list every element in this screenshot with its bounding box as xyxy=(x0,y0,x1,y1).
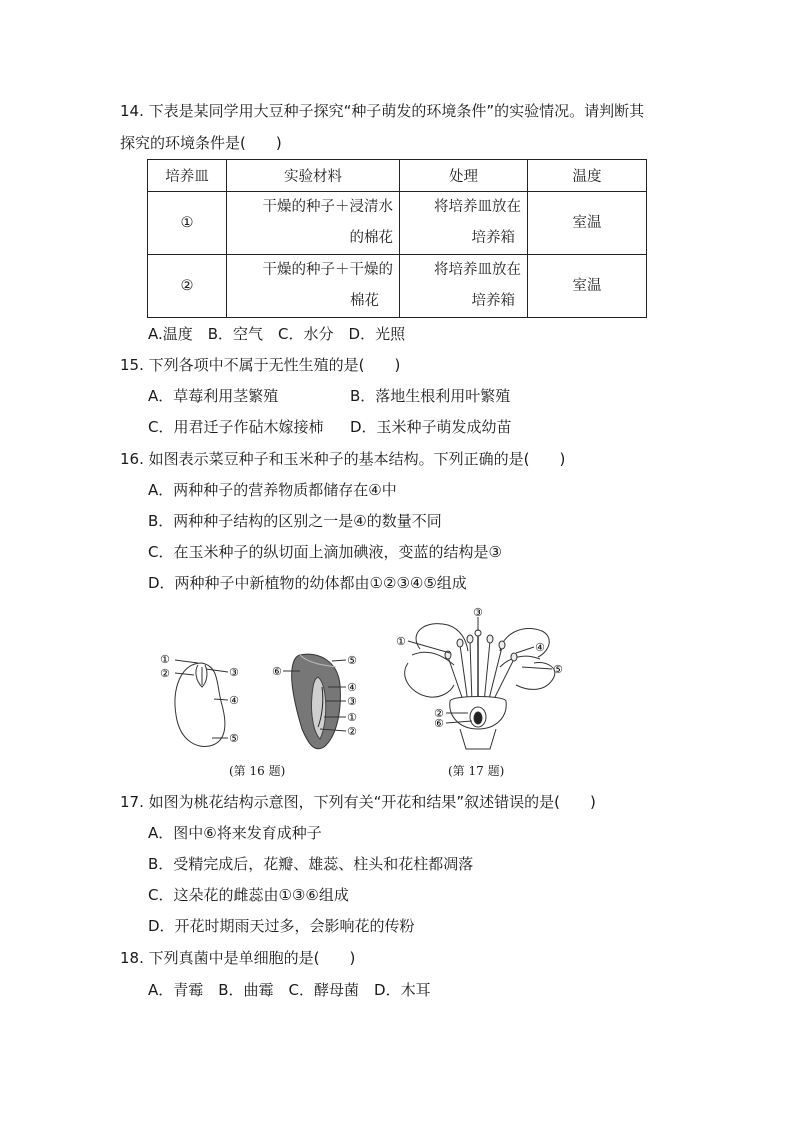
flower-label-3: ③ xyxy=(473,606,483,619)
table-row xyxy=(148,255,647,318)
q15-option-c: C．用君迁子作砧木嫁接柿 xyxy=(148,418,324,436)
q17-option-c: C．这朵花的雌蕊由①③⑥组成 xyxy=(148,886,349,904)
q16-option-d: D．两种种子中新植物的幼体都由①②③④⑤组成 xyxy=(148,574,467,592)
table-header-row xyxy=(148,160,647,192)
figure-caption-16: (第 16 题) xyxy=(229,764,286,778)
q14-stem-line2: 探究的环境条件是( ) xyxy=(120,134,282,152)
cell-text: 干燥的种子＋浸清水 xyxy=(262,199,393,215)
corn-label-1: ① xyxy=(347,711,357,724)
corn-label-5: ⑤ xyxy=(347,654,357,667)
q17-option-a: A．图中⑥将来发育成种子 xyxy=(148,824,322,842)
cell-text: 将培养皿放在 xyxy=(434,262,521,278)
table-cell-temp: 室温 xyxy=(528,192,647,255)
q15-stem: 15. 下列各项中不属于无性生殖的是( ) xyxy=(120,356,401,374)
table-header: 实验材料 xyxy=(227,160,400,192)
bean-label-3: ③ xyxy=(229,666,239,679)
flower-label-6: ⑥ xyxy=(434,717,444,730)
cell-text: 干燥的种子＋干燥的 xyxy=(262,262,393,278)
corn-label-2: ② xyxy=(347,725,357,738)
peach-flower-diagram xyxy=(405,617,555,749)
bean-label-5: ⑤ xyxy=(229,732,239,745)
table-cell-treatment xyxy=(400,192,528,255)
cell-text: 的棉花 xyxy=(349,230,393,246)
table-cell-dish: ② xyxy=(148,255,227,318)
corn-label-3: ③ xyxy=(347,695,357,708)
bean-label-4: ④ xyxy=(229,694,239,707)
figure-caption-17: (第 17 题) xyxy=(448,764,505,778)
q17-option-b: B．受精完成后，花瓣、雄蕊、柱头和花柱都凋落 xyxy=(148,855,474,873)
flower-label-4: ④ xyxy=(535,641,545,654)
bean-label-1: ① xyxy=(160,653,170,666)
table-row xyxy=(148,192,647,255)
figures-area xyxy=(150,605,570,765)
q15-option-a: A．草莓利用茎繁殖 xyxy=(148,387,279,405)
flower-label-5: ⑤ xyxy=(553,663,563,676)
q14-options: A.温度 B．空气 C．水分 D．光照 xyxy=(148,325,406,343)
q18-options: A．青霉 B．曲霉 C．酵母菌 D．木耳 xyxy=(148,981,431,999)
cell-text: 培养箱 xyxy=(471,293,515,309)
experiment-table xyxy=(147,159,647,318)
q15-option-d: D．玉米种子萌发成幼苗 xyxy=(350,418,512,436)
corn-seed-diagram xyxy=(283,654,346,749)
table-header: 温度 xyxy=(528,160,647,192)
q17-option-d: D．开花时期雨天过多，会影响花的传粉 xyxy=(148,917,415,935)
table-cell-temp: 室温 xyxy=(528,255,647,318)
q17-stem: 17. 如图为桃花结构示意图，下列有关“开花和结果”叙述错误的是( ) xyxy=(120,793,596,811)
cell-text: 培养箱 xyxy=(471,230,515,246)
q18-stem: 18. 下列真菌中是单细胞的是( ) xyxy=(120,949,356,967)
table-cell-material xyxy=(227,192,400,255)
q16-option-c: C．在玉米种子的纵切面上滴加碘液，变蓝的结构是③ xyxy=(148,543,502,561)
bean-seed-diagram xyxy=(175,660,228,746)
q15-option-b: B．落地生根利用叶繁殖 xyxy=(350,387,511,405)
q14-stem-line1: 14. 下表是某同学用大豆种子探究“种子萌发的环境条件”的实验情况。请判断其 xyxy=(120,102,645,120)
corn-label-6: ⑥ xyxy=(272,665,282,678)
table-cell-dish: ① xyxy=(148,192,227,255)
bean-label-2: ② xyxy=(160,667,170,680)
q16-option-a: A．两种种子的营养物质都储存在④中 xyxy=(148,481,397,499)
cell-text: 棉花 xyxy=(350,293,379,309)
q16-option-b: B．两种种子结构的区别之一是④的数量不同 xyxy=(148,512,442,530)
table-header: 培养皿 xyxy=(148,160,227,192)
table-cell-material xyxy=(227,255,400,318)
cell-text: 将培养皿放在 xyxy=(434,199,521,215)
table-cell-treatment xyxy=(400,255,528,318)
flower-label-2: ② xyxy=(434,707,444,720)
q16-stem: 16. 如图表示菜豆种子和玉米种子的基本结构。下列正确的是( ) xyxy=(120,450,566,468)
table-header: 处理 xyxy=(400,160,528,192)
flower-label-1: ① xyxy=(396,635,406,648)
corn-label-4: ④ xyxy=(347,681,357,694)
